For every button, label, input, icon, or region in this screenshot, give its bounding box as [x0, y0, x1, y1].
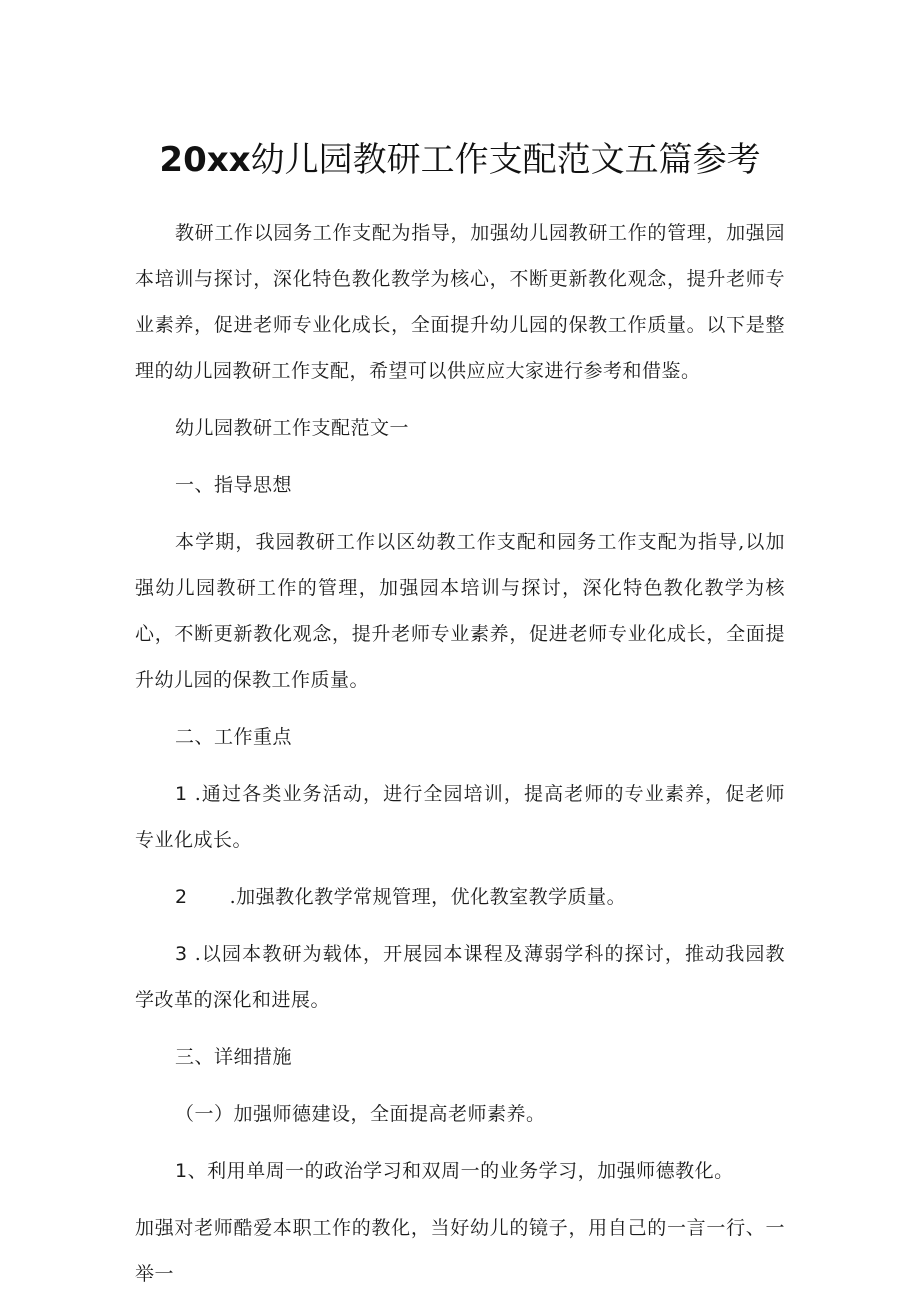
item-number: 3	[175, 943, 188, 965]
guiding-thought-paragraph: 本学期，我园教研工作以区幼教工作支配和园务工作支配为指导,以加强幼儿园教研工作的管理，加强园本培训与探讨，深化特色教化教学为核心，不断更新教化观念，提升老师专业素养，促进老师专业化成长，全面提升幼儿园的保教工作质量。	[135, 531, 785, 691]
sub-heading-ethics: （一）加强师德建设，全面提高老师素养。	[175, 1103, 546, 1125]
section-title: 幼儿园教研工作支配范文一	[175, 417, 410, 439]
work-focus-item-2	[135, 874, 785, 920]
intro-paragraph: 教研工作以园务工作支配为指导，加强幼儿园教研工作的管理，加强园本培训与探讨，深化特色教化教学为核心，不断更新教化观念，提升老师专业素养，促进老师专业化成长，全面提升幼儿园的保教工作质量。以下是整理的幼儿园教研工作支配，希望可以供应应大家进行参考和借鉴。	[135, 222, 785, 382]
point-number: 1	[175, 1160, 188, 1182]
item-number: 1	[175, 783, 188, 805]
title-prefix: 20xx	[159, 140, 251, 180]
point-text: 、利用单周一的政治学习和双周一的业务学习，加强师德教化。	[187, 1160, 734, 1182]
work-focus-item-1	[135, 771, 785, 863]
heading-work-focus: 二、工作重点	[175, 726, 293, 748]
work-focus-item-3	[135, 931, 785, 1023]
heading-guiding-thought: 一、指导思想	[175, 474, 293, 496]
continuation-paragraph: 加强对老师酷爱本职工作的教化，当好幼儿的镜子，用自己的一言一行、一举一	[135, 1217, 785, 1285]
item-text: .加强教化教学常规管理，优化教室教学质量。	[229, 886, 627, 908]
heading-detailed-measures: 三、详细措施	[175, 1046, 293, 1068]
measure-point-1	[135, 1148, 785, 1194]
item-number: 2	[175, 886, 188, 908]
item-text: .以园本教研为载体，开展园本课程及薄弱学科的探讨，推动我园教学改革的深化和进展。	[135, 943, 785, 1011]
title-text: 幼儿园教研工作支配范文五篇参考	[250, 140, 761, 180]
document-title	[0, 136, 920, 184]
item-text: .通过各类业务活动，进行全园培训，提高老师的专业素养，促老师专业化成长。	[135, 783, 785, 851]
document-body	[135, 210, 785, 1297]
